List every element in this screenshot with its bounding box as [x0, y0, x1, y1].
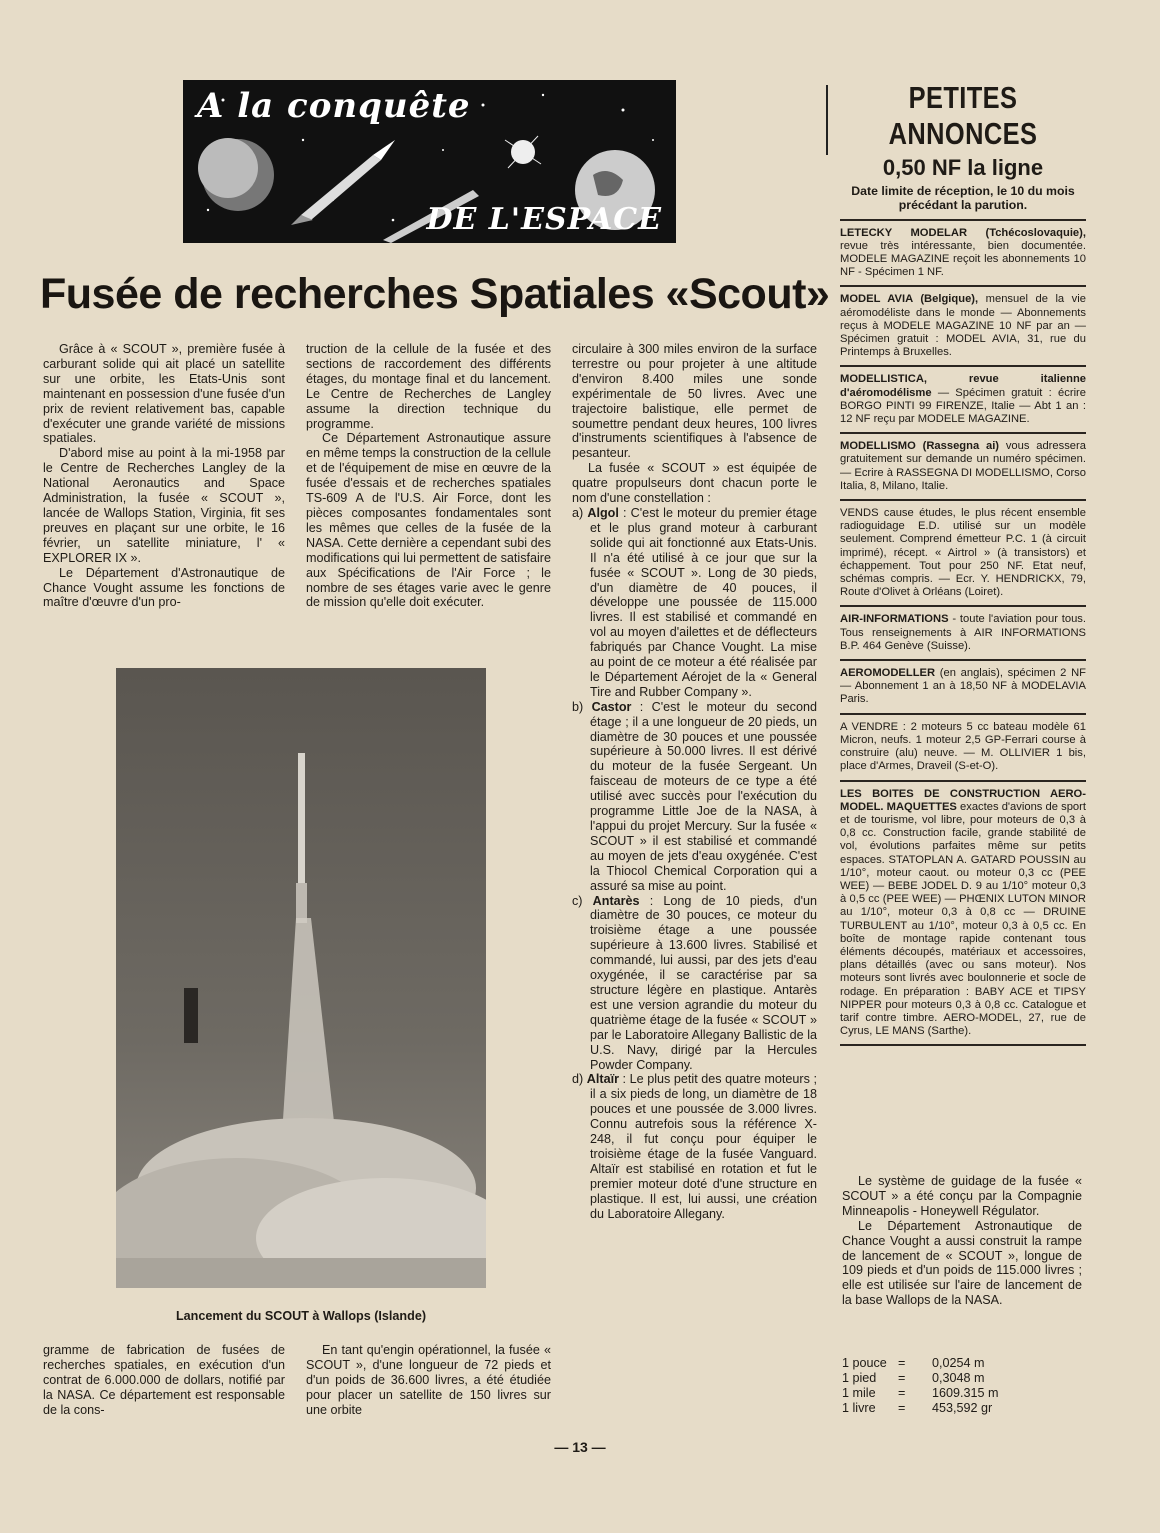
conversion-value: 0,0254 m: [932, 1356, 985, 1370]
stage-text: : C'est le moteur du second étage ; il a une longueur de 20 pieds, un diamètre de 30 pouces et une poussée supérieure à 50.000 livres. Il est dérivé du moteur de la fusée Sergeant. Un faisceau de moteurs de ce type a été utilisé avec succès pour l'exécution du programme Little Joe de la NASA, à l'appui du projet Mercury. Sur la fusée « SCOUT » il est stabilisé et commandé au moyen de jets d'eau oxygénée. C'est la Thiocol Chemical Corporation qui a assuré sa mise au point.: [590, 699, 817, 893]
conversion-row: [842, 1356, 1072, 1371]
stage-text: : Long de 10 pieds, d'un diamètre de 30 pouces, ce moteur du troisième étage a une poussée supérieure à 13.600 livres. Stabilisé et commandé, lui aussi, par des jets d'eau oxygénée, il se caractérise par sa structure légère en plastique. Antarès est une version agrandie du moteur du quatrième étage de la fusée « SCOUT » par le Laboratoire Allegany Ballistic de la U.S. Navy, dirigé par la Hercules Powder Company.: [590, 893, 817, 1072]
conversion-equals: =: [898, 1386, 906, 1400]
paragraph: circulaire à 300 miles environ de la surface terrestre ou pour projeter à une altitude d'environ 8.400 miles une sonde expérimentale de 50 livres. Avec une trajectoire balistique, elle permet de soumettre pendant deux heures, 100 livres d'instruments scientifiques à l'absence de pesanteur.: [572, 342, 817, 461]
rocket-launch-photo: [116, 668, 486, 1288]
ad-heading: LETECKY MODELAR (Tchécoslovaquie),: [840, 226, 1086, 239]
ads-title: PETITES ANNONCES: [888, 80, 1038, 151]
ad-text: A VENDRE : 2 moteurs 5 cc bateau modèle 61 Micron, neufs. 1 moteur 2,5 GP-Ferrari course à construire (alu) neuve. — M. OLLIVIER 1 bis, place d'Armes, Draveil (S-et-O).: [840, 720, 1086, 773]
stage-name: Castor: [591, 699, 632, 714]
ad-heading: MODELLISTICA, revue italienne d'aéromodélisme: [840, 373, 1086, 399]
conversion-unit: 1 pouce: [842, 1356, 887, 1370]
paragraph: Le système de guidage de la fusée « SCOUT » a été conçu par la Compagnie Minneapolis - Honeywell Régulator.: [842, 1174, 1082, 1218]
stage-letter: c): [572, 893, 583, 908]
ad-text: — Spécimen gratuit : écrire BORGO PINTI 99 FIRENZE, Italie — Abt 1 an : 12 NF reçu par MODELE MAGAZINE.: [840, 386, 1086, 426]
article-bottom-col-1: [43, 1343, 285, 1418]
paragraph: En tant qu'engin opérationnel, la fusée « SCOUT », d'une longueur de 72 pieds et d'un poids de 36.600 livres, a été étudiée pour placer un satellite de 150 livres sur une orbite: [306, 1343, 551, 1417]
ad-heading: AIR-INFORMATIONS: [840, 613, 949, 626]
ad-aero-model: [840, 780, 1086, 1047]
ad-text: mensuel de la vie aéromodéliste dans le monde — Abonnements reçus à MODELE MAGAZINE 10 NF par an — Spécimen gratuit : MODEL AVIA, 31, rue du Printemps à Bruxelles.: [840, 293, 1086, 359]
paragraph: Le Département Astronautique de Chance Vought a aussi construit la rampe de lancement de « SCOUT », longue de 109 pieds et d'un poids de 115.000 livres ; elle est utilisée sur l'aire de lancement de la base Wallops de la NASA.: [842, 1218, 1082, 1308]
stage-antares: [572, 894, 817, 1073]
paragraph: Ce Département Astronautique assure en même temps la construction de la cellule et de l'équipement de mise en œuvre de la fusée d'essais et de recherches spatiales TS-609 A de l'U.S. Air Force, dont les pièces composantes fondamentales sont les mêmes que celles de la fusée de la NASA. Cette dernière a cependant subi des modifications qui lui permettent de satisfaire aux Spécifications de l'Air Force ; le nombre de ses étages varie avec le genre de mission qu'elle doit exécuter.: [306, 431, 552, 610]
ad-text: VENDS cause études, le plus récent ensemble radioguidage E.D. utilisé sur un modèle seulement. Comprend émetteur P.C. 1 (à circuit imprimé), récept. « Airtrol » (à transistors) et échappement. Tout pour 250 NF. Etat neuf, schémas compris. — Ecr. Y. HENDRICKX, 79, Route d'Olivet à Orléans (Loiret).: [840, 507, 1086, 599]
ad-text: vous adressera gratuitement sur demande un numéro spécimen. — Ecrire à RASSEGNA DI MODELLISMO, Corso Italia, 8, Milano, Italie.: [840, 440, 1086, 492]
ad-text: (en anglais), spécimen 2 NF — Abonnement 1 an à 18,50 NF à MODELAVIA Paris.: [840, 667, 1086, 706]
paragraph: La fusée « SCOUT » est équipée de quatre propulseurs dont chacun porte le nom d'une constellation :: [572, 461, 817, 506]
ad-vends-radioguidage: [840, 499, 1086, 605]
paragraph: truction de la cellule de la fusée et des sections de raccordement des différents étages, du montage final et du lancement. Le Centre de Recherches de Langley assume la direction technique du programme.: [306, 342, 551, 431]
conversion-row: [842, 1371, 1072, 1386]
ad-heading: MODEL AVIA (Belgique),: [840, 293, 979, 306]
conversion-value: 0,3048 m: [932, 1371, 985, 1385]
conversion-unit: 1 pied: [842, 1371, 877, 1385]
conversion-equals: =: [898, 1371, 906, 1385]
stage-letter: b): [572, 699, 584, 714]
conversion-value: 1609.315 m: [932, 1386, 999, 1400]
paragraph: Grâce à « SCOUT », première fusée à carburant solide qui ait placé un satellite sur une orbite, les Etats-Unis sont maintenant en possession d'une fusée d'un prix de revient relativement bas, capable d'exécuter une grande variété de missions spatiales.: [43, 342, 285, 446]
article-bottom-col-2: [306, 1343, 551, 1418]
article-column-3: [572, 342, 817, 1221]
conversion-row: [842, 1401, 1072, 1416]
stage-altair: [572, 1072, 817, 1221]
article-column-2: [306, 342, 551, 610]
column-divider: [826, 85, 828, 155]
conversion-equals: =: [898, 1356, 906, 1370]
unit-conversion-table: [842, 1356, 1072, 1416]
ad-air-informations: [840, 605, 1086, 659]
ad-heading: LES BOITES DE CONSTRUCTION AERO-MODEL. MAQUETTES: [840, 787, 1086, 813]
ad-letecky-modelar: [840, 219, 1086, 286]
ad-a-vendre-moteurs: [840, 713, 1086, 780]
ad-heading: MODELLISMO (Rassegna ai): [840, 440, 1000, 453]
stage-name: Antarès: [592, 893, 640, 908]
ad-heading: AEROMODELLER: [840, 667, 936, 680]
ad-aeromodeller: [840, 659, 1086, 713]
ad-text: revue très intéressante, bien documentée. MODELE MAGAZINE reçoit les abonnements 10 NF - Spécimen 1 NF.: [840, 239, 1086, 279]
stage-letter: a): [572, 505, 584, 520]
conversion-equals: =: [898, 1401, 906, 1415]
rocket-launch-image: [116, 668, 486, 1288]
conversion-value: 453,592 gr: [932, 1401, 993, 1415]
ad-text: - toute l'aviation pour tous. Tous renseignements à AIR INFORMATIONS B.P. 464 Genève (Suisse).: [840, 613, 1086, 652]
paragraph: Le Département d'Astronautique de Chance Vought assume les fonctions de maître d'œuvre d'un pro-: [43, 565, 285, 610]
stage-castor: [572, 700, 817, 894]
article-column-4: [842, 1174, 1082, 1308]
stage-letter: d): [572, 1072, 584, 1087]
ads-deadline: Date limite de réception, le 10 du mois précédant la parution.: [851, 184, 1075, 213]
stage-name: Algol: [587, 505, 619, 520]
ads-price: 0,50 NF la ligne: [882, 155, 1044, 180]
ad-modellistica: [840, 365, 1086, 432]
stage-text: : C'est le moteur du premier étage et le plus grand moteur à carburant solide qui ait fonctionné aux Etats-Unis. Il n'a été utilisé à ce jour que sur la fusée « SCOUT ». Long de 30 pieds, d'un diamètre de 40 pouces, il développe une poussée de 115.000 livres. Il est stabilisé et commandé en vol au moyen d'ailettes et de déflecteurs fabriqués par Chance Vought. La mise au point de ce moteur a été réalisée par le Département Aérojet de la « General Tire and Rubber Company ».: [590, 505, 818, 699]
ad-modellismo: [840, 432, 1086, 499]
conversion-unit: 1 mile: [842, 1386, 876, 1400]
article-column-1: [43, 342, 285, 610]
page-number: — 13 —: [554, 1439, 606, 1455]
banner-bottom-text: DE L'ESPACE: [426, 202, 662, 237]
paragraph: gramme de fabrication de fusées de recherches spatiales, en exécution d'un contrat de 6.000.000 de dollars, notifié par la NASA. Ce département est responsable de la cons-: [43, 1343, 285, 1417]
conversion-row: [842, 1386, 1072, 1401]
conversion-unit: 1 livre: [842, 1401, 876, 1415]
article-headline: Fusée de recherches Spatiales «Scout»: [40, 270, 830, 318]
space-banner: [183, 80, 676, 243]
stage-name: Altaïr: [586, 1072, 619, 1087]
ad-model-avia: [840, 285, 1086, 365]
paragraph: D'abord mise au point à la mi-1958 par le Centre de Recherches Langley de la National Aeronautics and Space Administration, la fusée « SCOUT », lancée de Wallops Station, Virginia, fit ses preuves en plaçant sur une orbite, le 16 février, un satellite miniature, l' « EXPLORER IX ».: [43, 446, 285, 565]
banner-top-text: A la conquête: [197, 86, 471, 126]
stage-algol: [572, 506, 817, 700]
classified-ads: [840, 80, 1086, 1046]
stage-text: : Le plus petit des quatre moteurs ; il a six pieds de long, un diamètre de 18 pouces et une poussée de 3.000 livres. Connu autrefois sous la référence X-248, il fut conçu pour équiper le troisième étage de la fusée Vanguard. Altaïr est stabilisé en rotation et fut le premier moteur doté d'une structure en plastique. Il est, lui aussi, une création du Laboratoire Allegany.: [590, 1072, 817, 1221]
photo-caption: Lancement du SCOUT à Wallops (Islande): [175, 1309, 427, 1323]
ad-text: exactes d'avions de sport et de tourisme, vol libre, pour moteurs de 0,3 à 0,8 cc. Construction facile, grande stabilité de vol, évolutions parfaites même sur petits espaces. STATOPLAN A. GATARD POUSSIN au 1/10°, moteur caout. ou moteur 0,3 cc (PEE WEE) — BEBE JODEL D. 9 au 1/10° moteur 0,3 à 0,5 cc (PEE WEE) — PHŒNIX LUTON MINOR au 1/10°, moteur 0,3 à 0,8 cc — DRUINE TURBULENT au 1/10°, moteur 0,3 à 0,5 cc. En boîte de montage rapide contenant tous éléments découpés, matériaux et accessoires, plans détaillés (avec ou sans moteur). Nos moteurs sont livrés avec boulonnerie et socle de rodage. En préparation : BABY ACE et TIPSY NIPPER pour moteurs 0,3 à 0,8 cc. Catalogue et tarif contre timbre. AERO-MODEL, 27, rue de Cyrus, LE MANS (Sarthe).: [840, 800, 1086, 1038]
